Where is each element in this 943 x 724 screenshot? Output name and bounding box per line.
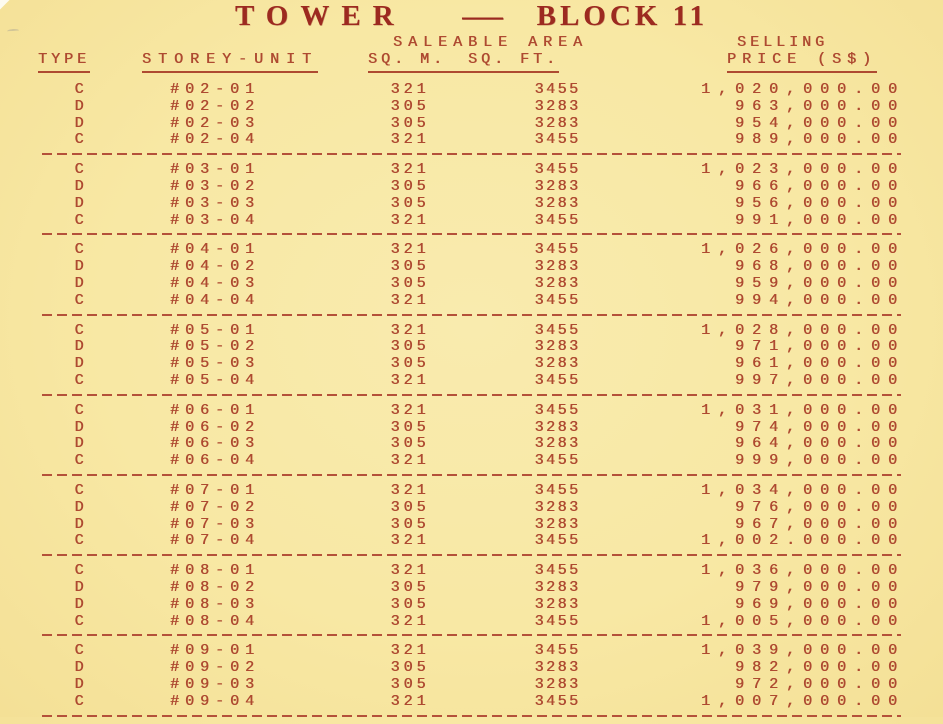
storey-unit-cell: #07-02 <box>169 498 260 516</box>
sq-ft-cell: 3455 <box>534 81 581 98</box>
sq-m-cell: 321 <box>390 211 430 229</box>
type-cell: D <box>74 595 84 613</box>
sq-ft-cell: 3455 <box>534 562 581 580</box>
table-row <box>38 276 943 293</box>
table-row <box>38 597 943 614</box>
price-cell: 969,000.00 <box>734 595 905 613</box>
table-row <box>38 533 943 550</box>
price-cell: 963,000.00 <box>734 97 905 115</box>
sq-m-cell: 305 <box>390 194 430 212</box>
storey-unit-cell: #03-04 <box>169 211 260 229</box>
price-cell: 1,026,000.00 <box>700 241 905 259</box>
sq-ft-cell: 3455 <box>534 692 581 710</box>
type-cell: C <box>74 401 84 419</box>
price-cell: 1,002.000.00 <box>700 532 905 550</box>
type-column-header: TYPE <box>38 52 90 73</box>
sq-ft-cell: 3283 <box>534 515 581 533</box>
sq-ft-column-header: SQ. FT. <box>468 51 560 68</box>
sq-ft-cell: 3455 <box>534 401 581 419</box>
price-cell: 971,000.00 <box>734 338 905 356</box>
sq-m-cell: 305 <box>390 355 430 373</box>
storey-unit-cell: #09-04 <box>169 692 260 710</box>
sq-ft-cell: 3283 <box>534 355 581 373</box>
price-cell: 999,000.00 <box>734 452 905 470</box>
table-row <box>38 339 943 356</box>
sq-m-cell: 321 <box>390 612 430 630</box>
table-row <box>38 694 943 711</box>
sq-m-cell: 321 <box>390 321 430 339</box>
table-row <box>38 563 943 580</box>
selling-header: SELLING <box>737 34 829 51</box>
type-cell: C <box>74 321 84 339</box>
sq-m-cell: 305 <box>390 578 430 596</box>
type-cell: C <box>74 481 84 499</box>
table-row <box>38 213 943 230</box>
sq-ft-cell: 3283 <box>534 114 581 132</box>
sq-m-cell: 321 <box>390 532 430 550</box>
type-cell: D <box>74 177 84 195</box>
sq-m-cell: 321 <box>390 562 430 580</box>
table-row <box>38 116 943 133</box>
storey-block <box>38 483 943 556</box>
price-cell: 1,036,000.00 <box>700 562 905 580</box>
storey-unit-cell: #03-02 <box>169 177 260 195</box>
sq-m-cell: 305 <box>390 418 430 436</box>
storey-block <box>38 82 943 155</box>
storey-block <box>38 242 943 315</box>
table-row <box>38 132 943 149</box>
price-cell: 956,000.00 <box>734 194 905 212</box>
price-cell: 967,000.00 <box>734 515 905 533</box>
sq-m-cell: 305 <box>390 97 430 115</box>
type-cell: D <box>74 578 84 596</box>
type-cell: D <box>74 114 84 132</box>
storey-unit-cell: #03-01 <box>169 161 260 179</box>
sq-ft-cell: 3455 <box>534 211 581 229</box>
type-cell: D <box>74 97 84 115</box>
price-cell: 964,000.00 <box>734 435 905 453</box>
sq-ft-cell: 3455 <box>534 612 581 630</box>
table-row <box>38 259 943 276</box>
storey-unit-column-header: STOREY-UNIT <box>142 52 318 73</box>
storey-unit-cell: #07-03 <box>169 515 260 533</box>
type-cell: D <box>74 418 84 436</box>
storey-unit-cell: #08-02 <box>169 578 260 596</box>
storey-unit-cell: #02-01 <box>169 81 260 98</box>
storey-unit-cell: #08-04 <box>169 612 260 630</box>
storey-unit-cell: #04-03 <box>169 274 260 292</box>
type-cell: D <box>74 274 84 292</box>
type-cell: C <box>74 371 84 389</box>
type-cell: C <box>74 642 84 660</box>
sq-ft-cell: 3283 <box>534 498 581 516</box>
dashed-separator <box>42 153 901 155</box>
table-row <box>38 453 943 470</box>
storey-block <box>38 403 943 476</box>
storey-unit-cell: #05-02 <box>169 338 260 356</box>
storey-block <box>38 643 943 716</box>
type-cell: D <box>74 515 84 533</box>
sq-m-cell: 321 <box>390 481 430 499</box>
sq-m-cell: 321 <box>390 642 430 660</box>
saleable-area-subheaders <box>368 52 559 73</box>
price-cell: 961,000.00 <box>734 355 905 373</box>
storey-unit-cell: #06-02 <box>169 418 260 436</box>
title-dash: — <box>461 0 503 32</box>
sq-ft-cell: 3283 <box>534 338 581 356</box>
sq-ft-cell: 3455 <box>534 452 581 470</box>
type-cell: D <box>74 675 84 693</box>
type-cell: C <box>74 161 84 179</box>
sq-ft-cell: 3283 <box>534 675 581 693</box>
price-cell: 1,007,000.00 <box>700 692 905 710</box>
sq-ft-cell: 3283 <box>534 274 581 292</box>
type-cell: C <box>74 532 84 550</box>
table-row <box>38 420 943 437</box>
storey-unit-cell: #08-03 <box>169 595 260 613</box>
sq-ft-cell: 3455 <box>534 371 581 389</box>
type-cell: C <box>74 612 84 630</box>
storey-unit-cell: #05-04 <box>169 371 260 389</box>
sq-m-cell: 321 <box>390 241 430 259</box>
storey-unit-cell: #04-01 <box>169 241 260 259</box>
sq-m-cell: 305 <box>390 114 430 132</box>
table-row <box>38 162 943 179</box>
table-row <box>38 323 943 340</box>
dashed-separator <box>42 314 901 316</box>
sq-m-cell: 305 <box>390 515 430 533</box>
sq-m-cell: 321 <box>390 131 430 149</box>
table-row <box>38 82 943 99</box>
sq-m-cell: 321 <box>390 81 430 98</box>
price-cell: 1,023,000.00 <box>700 161 905 179</box>
price-cell: 1,039,000.00 <box>700 642 905 660</box>
sq-m-cell: 321 <box>390 401 430 419</box>
storey-unit-cell: #08-01 <box>169 562 260 580</box>
type-cell: C <box>74 81 84 98</box>
dashed-separator <box>42 715 901 717</box>
type-cell: C <box>74 241 84 259</box>
sq-ft-cell: 3283 <box>534 177 581 195</box>
saleable-area-header: SALEABLE AREA <box>393 34 589 51</box>
table-row <box>38 293 943 310</box>
sq-m-cell: 305 <box>390 498 430 516</box>
price-cell: 979,000.00 <box>734 578 905 596</box>
storey-unit-cell: #03-03 <box>169 194 260 212</box>
sq-m-cell: 305 <box>390 659 430 677</box>
storey-block <box>38 323 943 396</box>
type-cell: D <box>74 435 84 453</box>
sq-ft-cell: 3283 <box>534 97 581 115</box>
dashed-separator <box>42 474 901 476</box>
price-cell: 1,034,000.00 <box>700 481 905 499</box>
storey-unit-cell: #06-01 <box>169 401 260 419</box>
storey-unit-cell: #06-03 <box>169 435 260 453</box>
table-row <box>38 483 943 500</box>
table-row <box>38 179 943 196</box>
table-row <box>38 373 943 390</box>
table-row <box>38 242 943 259</box>
storey-unit-cell: #04-04 <box>169 291 260 309</box>
storey-unit-cell: #07-01 <box>169 481 260 499</box>
sq-ft-cell: 3455 <box>534 161 581 179</box>
sq-m-cell: 305 <box>390 675 430 693</box>
sq-ft-cell: 3455 <box>534 642 581 660</box>
title-tower: TOWER <box>234 0 406 32</box>
type-cell: C <box>74 291 84 309</box>
table-row <box>38 436 943 453</box>
price-cell: 1,031,000.00 <box>700 401 905 419</box>
table-row <box>38 196 943 213</box>
storey-unit-cell: #09-01 <box>169 642 260 660</box>
sq-ft-cell: 3283 <box>534 595 581 613</box>
type-cell: D <box>74 659 84 677</box>
table-body <box>0 82 943 724</box>
type-cell: D <box>74 194 84 212</box>
price-cell: 974,000.00 <box>734 418 905 436</box>
storey-block <box>38 563 943 636</box>
price-cell: 959,000.00 <box>734 274 905 292</box>
price-cell: 1,005,000.00 <box>700 612 905 630</box>
price-cell: 994,000.00 <box>734 291 905 309</box>
sq-ft-cell: 3455 <box>534 291 581 309</box>
page-title <box>0 1 943 31</box>
type-cell: D <box>74 338 84 356</box>
price-cell: 972,000.00 <box>734 675 905 693</box>
sq-m-cell: 321 <box>390 692 430 710</box>
table-row <box>38 614 943 631</box>
type-cell: C <box>74 452 84 470</box>
sq-ft-cell: 3283 <box>534 258 581 276</box>
sq-m-cell: 305 <box>390 274 430 292</box>
type-cell: D <box>74 355 84 373</box>
price-cell: 968,000.00 <box>734 258 905 276</box>
sq-m-cell: 321 <box>390 452 430 470</box>
table-row <box>38 99 943 116</box>
price-cell: 989,000.00 <box>734 131 905 149</box>
price-cell: 982,000.00 <box>734 659 905 677</box>
price-cell: 997,000.00 <box>734 371 905 389</box>
type-cell: C <box>74 692 84 710</box>
sq-ft-cell: 3283 <box>534 194 581 212</box>
type-cell: D <box>74 258 84 276</box>
storey-unit-cell: #02-03 <box>169 114 260 132</box>
sq-m-cell: 321 <box>390 161 430 179</box>
sq-m-column-header: SQ. M. <box>368 51 447 68</box>
table-row <box>38 517 943 534</box>
price-cell: 976,000.00 <box>734 498 905 516</box>
price-column-header: PRICE (S$) <box>727 52 877 73</box>
table-row <box>38 356 943 373</box>
storey-unit-cell: #05-01 <box>169 321 260 339</box>
storey-unit-cell: #09-03 <box>169 675 260 693</box>
table-row <box>38 403 943 420</box>
sq-ft-cell: 3455 <box>534 532 581 550</box>
sq-ft-cell: 3283 <box>534 659 581 677</box>
price-cell: 966,000.00 <box>734 177 905 195</box>
sq-ft-cell: 3283 <box>534 418 581 436</box>
storey-block <box>38 162 943 235</box>
type-cell: C <box>74 562 84 580</box>
dashed-separator <box>42 394 901 396</box>
sq-ft-cell: 3455 <box>534 131 581 149</box>
sq-m-cell: 305 <box>390 338 430 356</box>
table-row <box>38 677 943 694</box>
storey-unit-cell: #06-04 <box>169 452 260 470</box>
dashed-separator <box>42 554 901 556</box>
dashed-separator <box>42 233 901 235</box>
sq-m-cell: 305 <box>390 435 430 453</box>
storey-unit-cell: #02-02 <box>169 97 260 115</box>
sq-ft-cell: 3455 <box>534 321 581 339</box>
storey-unit-cell: #02-04 <box>169 131 260 149</box>
dashed-separator <box>42 634 901 636</box>
storey-unit-cell: #04-02 <box>169 258 260 276</box>
title-block-number: BLOCK 11 <box>536 0 709 32</box>
sq-m-cell: 305 <box>390 258 430 276</box>
sq-m-cell: 305 <box>390 177 430 195</box>
table-row <box>38 660 943 677</box>
price-cell: 954,000.00 <box>734 114 905 132</box>
price-cell: 1,028,000.00 <box>700 321 905 339</box>
table-row <box>38 580 943 597</box>
storey-unit-cell: #05-03 <box>169 355 260 373</box>
storey-unit-cell: #07-04 <box>169 532 260 550</box>
sq-m-cell: 305 <box>390 595 430 613</box>
type-cell: C <box>74 131 84 149</box>
storey-unit-cell: #09-02 <box>169 659 260 677</box>
type-cell: C <box>74 211 84 229</box>
sq-ft-cell: 3455 <box>534 241 581 259</box>
price-cell: 991,000.00 <box>734 211 905 229</box>
sq-ft-cell: 3455 <box>534 481 581 499</box>
sq-ft-cell: 3283 <box>534 435 581 453</box>
sq-ft-cell: 3283 <box>534 578 581 596</box>
type-cell: D <box>74 498 84 516</box>
sq-m-cell: 321 <box>390 371 430 389</box>
sq-m-cell: 321 <box>390 291 430 309</box>
table-row <box>38 500 943 517</box>
table-row <box>38 643 943 660</box>
price-cell: 1,020,000.00 <box>700 81 905 98</box>
